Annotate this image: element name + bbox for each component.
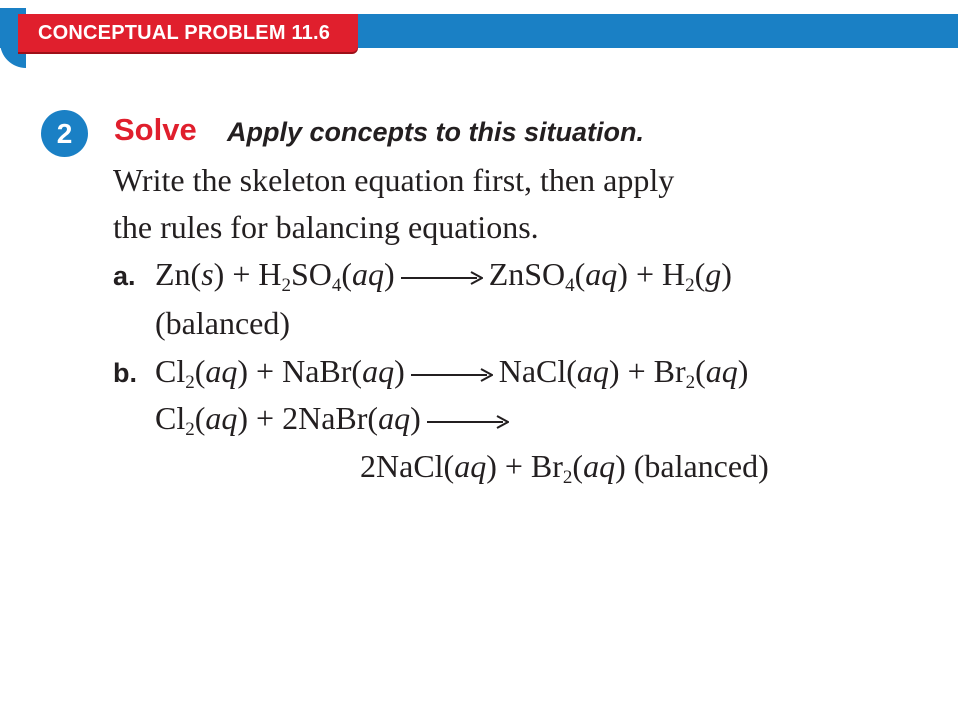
page-title: CONCEPTUAL PROBLEM 11.6	[38, 22, 331, 44]
plus-sign: +	[627, 353, 646, 389]
part-a-equation	[155, 254, 732, 294]
step-description: Apply concepts to this situation.	[227, 117, 645, 147]
balanced-note: (balanced)	[633, 448, 769, 484]
product-br2: $Br_2(aq)$	[653, 353, 749, 393]
reactant-zn: Zn(s)	[155, 256, 225, 292]
reaction-arrow-icon	[427, 415, 509, 429]
product-nacl: NaCl(aq)	[498, 353, 620, 389]
plus-sign: +	[256, 353, 275, 389]
intro-line-2: the rules for balancing equations.	[113, 209, 539, 245]
part-b-label: b.	[113, 358, 137, 388]
step-number-badge: 2	[41, 110, 88, 157]
reactant-nabr: NaBr(aq)	[282, 353, 405, 389]
product-znso4: ZnSO$_4$(aq)	[488, 256, 628, 296]
part-a-label: a.	[113, 261, 136, 291]
part-a-note: (balanced)	[155, 305, 291, 341]
product-br2: $Br_2(aq)$	[530, 448, 626, 488]
part-b-balanced-reactants	[155, 398, 515, 438]
product-2nacl: 2NaCl(aq)	[360, 448, 497, 484]
reaction-arrow-icon	[401, 271, 483, 285]
reactant-h2so4: $H_2SO_4(aq)$	[258, 256, 395, 296]
intro-line-1: Write the skeleton equation first, then apply	[113, 162, 675, 198]
part-b-balanced-products	[360, 446, 769, 486]
product-h2: $H_2(g)$	[662, 256, 732, 296]
plus-sign: +	[232, 256, 251, 292]
reactant-cl2: $Cl_2(aq)$	[155, 353, 249, 393]
reactant-cl2: $Cl_2(aq)$	[155, 400, 249, 440]
plus-sign: +	[635, 256, 654, 292]
plus-sign: +	[256, 400, 275, 436]
reaction-arrow-icon	[411, 368, 493, 382]
part-b-skeleton-equation	[155, 351, 748, 391]
step-word: Solve	[114, 112, 197, 147]
plus-sign: +	[504, 448, 523, 484]
reactant-2nabr: 2NaBr(aq)	[282, 400, 421, 436]
